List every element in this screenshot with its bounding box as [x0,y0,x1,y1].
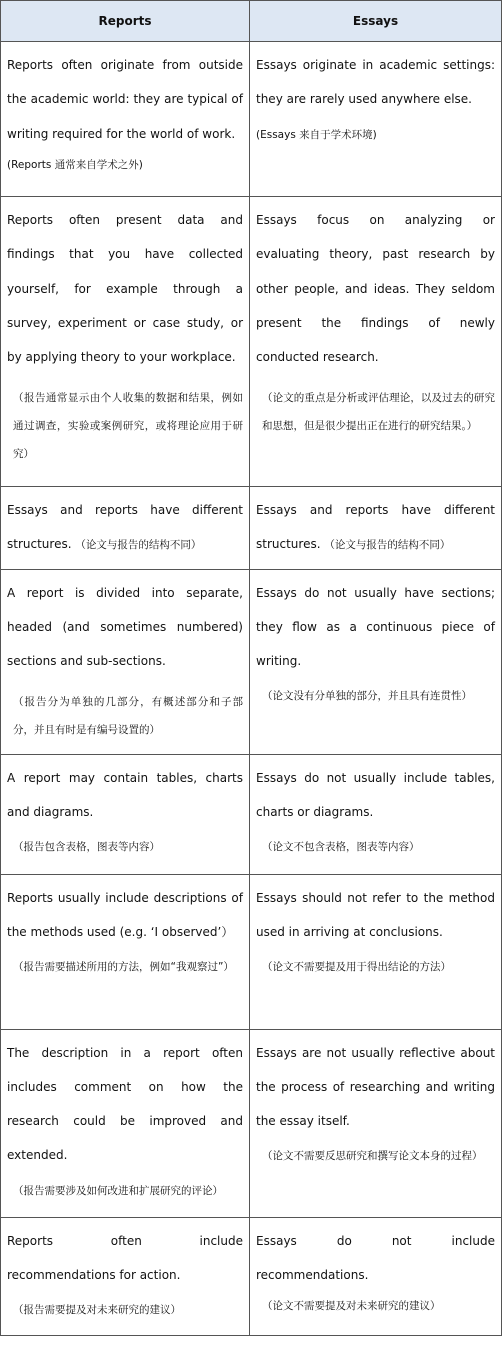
essay-text: Essays do not usually have sections; they flow as a continuous piece of writing. [256,585,495,669]
essay-translation: （论文不需要提及用于得出结论的方法） [262,961,451,974]
report-translation: （报告分为单独的几部分，有概述部分和子部分，并且有时是有编号设置的） [13,696,243,737]
essay-cell [250,42,502,197]
report-translation: （论文与报告的结构不同） [75,539,202,552]
report-cell [1,569,250,754]
report-translation: （报告需要涉及如何改进和扩展研究的评论） [13,1184,223,1197]
table-row [1,1217,502,1335]
report-cell [1,1217,250,1335]
essay-cell [250,754,502,874]
header-reports: Reports [1,1,250,42]
essay-cell [250,569,502,754]
essay-translation: （论文与报告的结构不同） [324,539,451,552]
essay-text: Essays should not refer to the method used in arriving at conclusions. [256,890,495,939]
essay-cell [250,1217,502,1335]
report-text: A report may contain tables, charts and diagrams. [7,770,243,819]
table-row [1,1029,502,1217]
table-row [1,874,502,1029]
header-row [1,1,502,42]
essay-text: Essays are not usually reflective about the process of researching and writing the essay itself. [256,1045,495,1129]
report-cell [1,197,250,487]
essay-cell [250,487,502,570]
essay-translation: （论文不需要提及对未来研究的建议） [262,1300,441,1313]
report-translation: (Reports 通常来自学术之外) [7,158,143,171]
report-cell [1,754,250,874]
report-text: The description in a report often includes comment on how the research could be improved and extended. [7,1045,243,1163]
essay-translation: （论文没有分单独的部分，并且具有连贯性） [262,690,472,703]
table-row [1,754,502,874]
report-cell [1,874,250,1029]
report-cell [1,1029,250,1217]
report-text: Reports often originate from outside the academic world: they are typical of writing required for the world of work. [7,58,243,141]
essay-translation: （论文不包含表格，图表等内容） [262,841,420,854]
report-text: A report is divided into separate, headed (and sometimes numbered) sections and sub-sections. [7,585,243,669]
essay-cell [250,874,502,1029]
essay-text: Essays do not usually include tables, charts or diagrams. [256,770,495,819]
report-translation: （报告包含表格，图表等内容） [13,841,160,854]
report-text: Reports usually include descriptions of the methods used (e.g. ‘I observed’） [7,890,243,939]
essay-translation: （论文不需要反思研究和撰写论文本身的过程） [262,1150,483,1163]
essay-text: Essays originate in academic settings: they are rarely used anywhere else. [256,58,495,107]
report-text: Reports often present data and findings that you have collected yourself, for example through a survey, experiment or case study, or by applying theory to your workplace. [7,213,243,365]
essay-text: Essays and reports have different structures. [256,503,495,552]
table-row [1,487,502,570]
report-translation: （报告通常显示由个人收集的数据和结果，例如通过调查，实验或案例研究，或将理论应用于研究） [13,392,243,461]
essay-text: Essays focus on analyzing or evaluating theory, past research by other people, and ideas. They seldom present the findings of newly conducted research. [256,213,495,365]
report-text: Essays and reports have different structures. [7,503,243,552]
table-row [1,569,502,754]
essay-cell [250,197,502,487]
report-translation: （报告需要描述所用的方法，例如“我观察过”） [13,961,234,974]
essay-translation: （论文的重点是分析或评估理论，以及过去的研究和思想，但是很少提出正在进行的研究结果。） [262,392,495,433]
table-row [1,42,502,197]
report-translation: （报告需要提及对未来研究的建议） [13,1304,181,1317]
essay-translation: (Essays 来自于学术环境) [256,128,377,141]
report-cell [1,487,250,570]
report-cell [1,42,250,197]
header-essays: Essays [250,1,502,42]
essay-text: Essays do not include recommendations. [256,1233,495,1282]
essay-cell [250,1029,502,1217]
report-text: Reports often include recommendations for action. [7,1233,243,1282]
table-row [1,197,502,487]
